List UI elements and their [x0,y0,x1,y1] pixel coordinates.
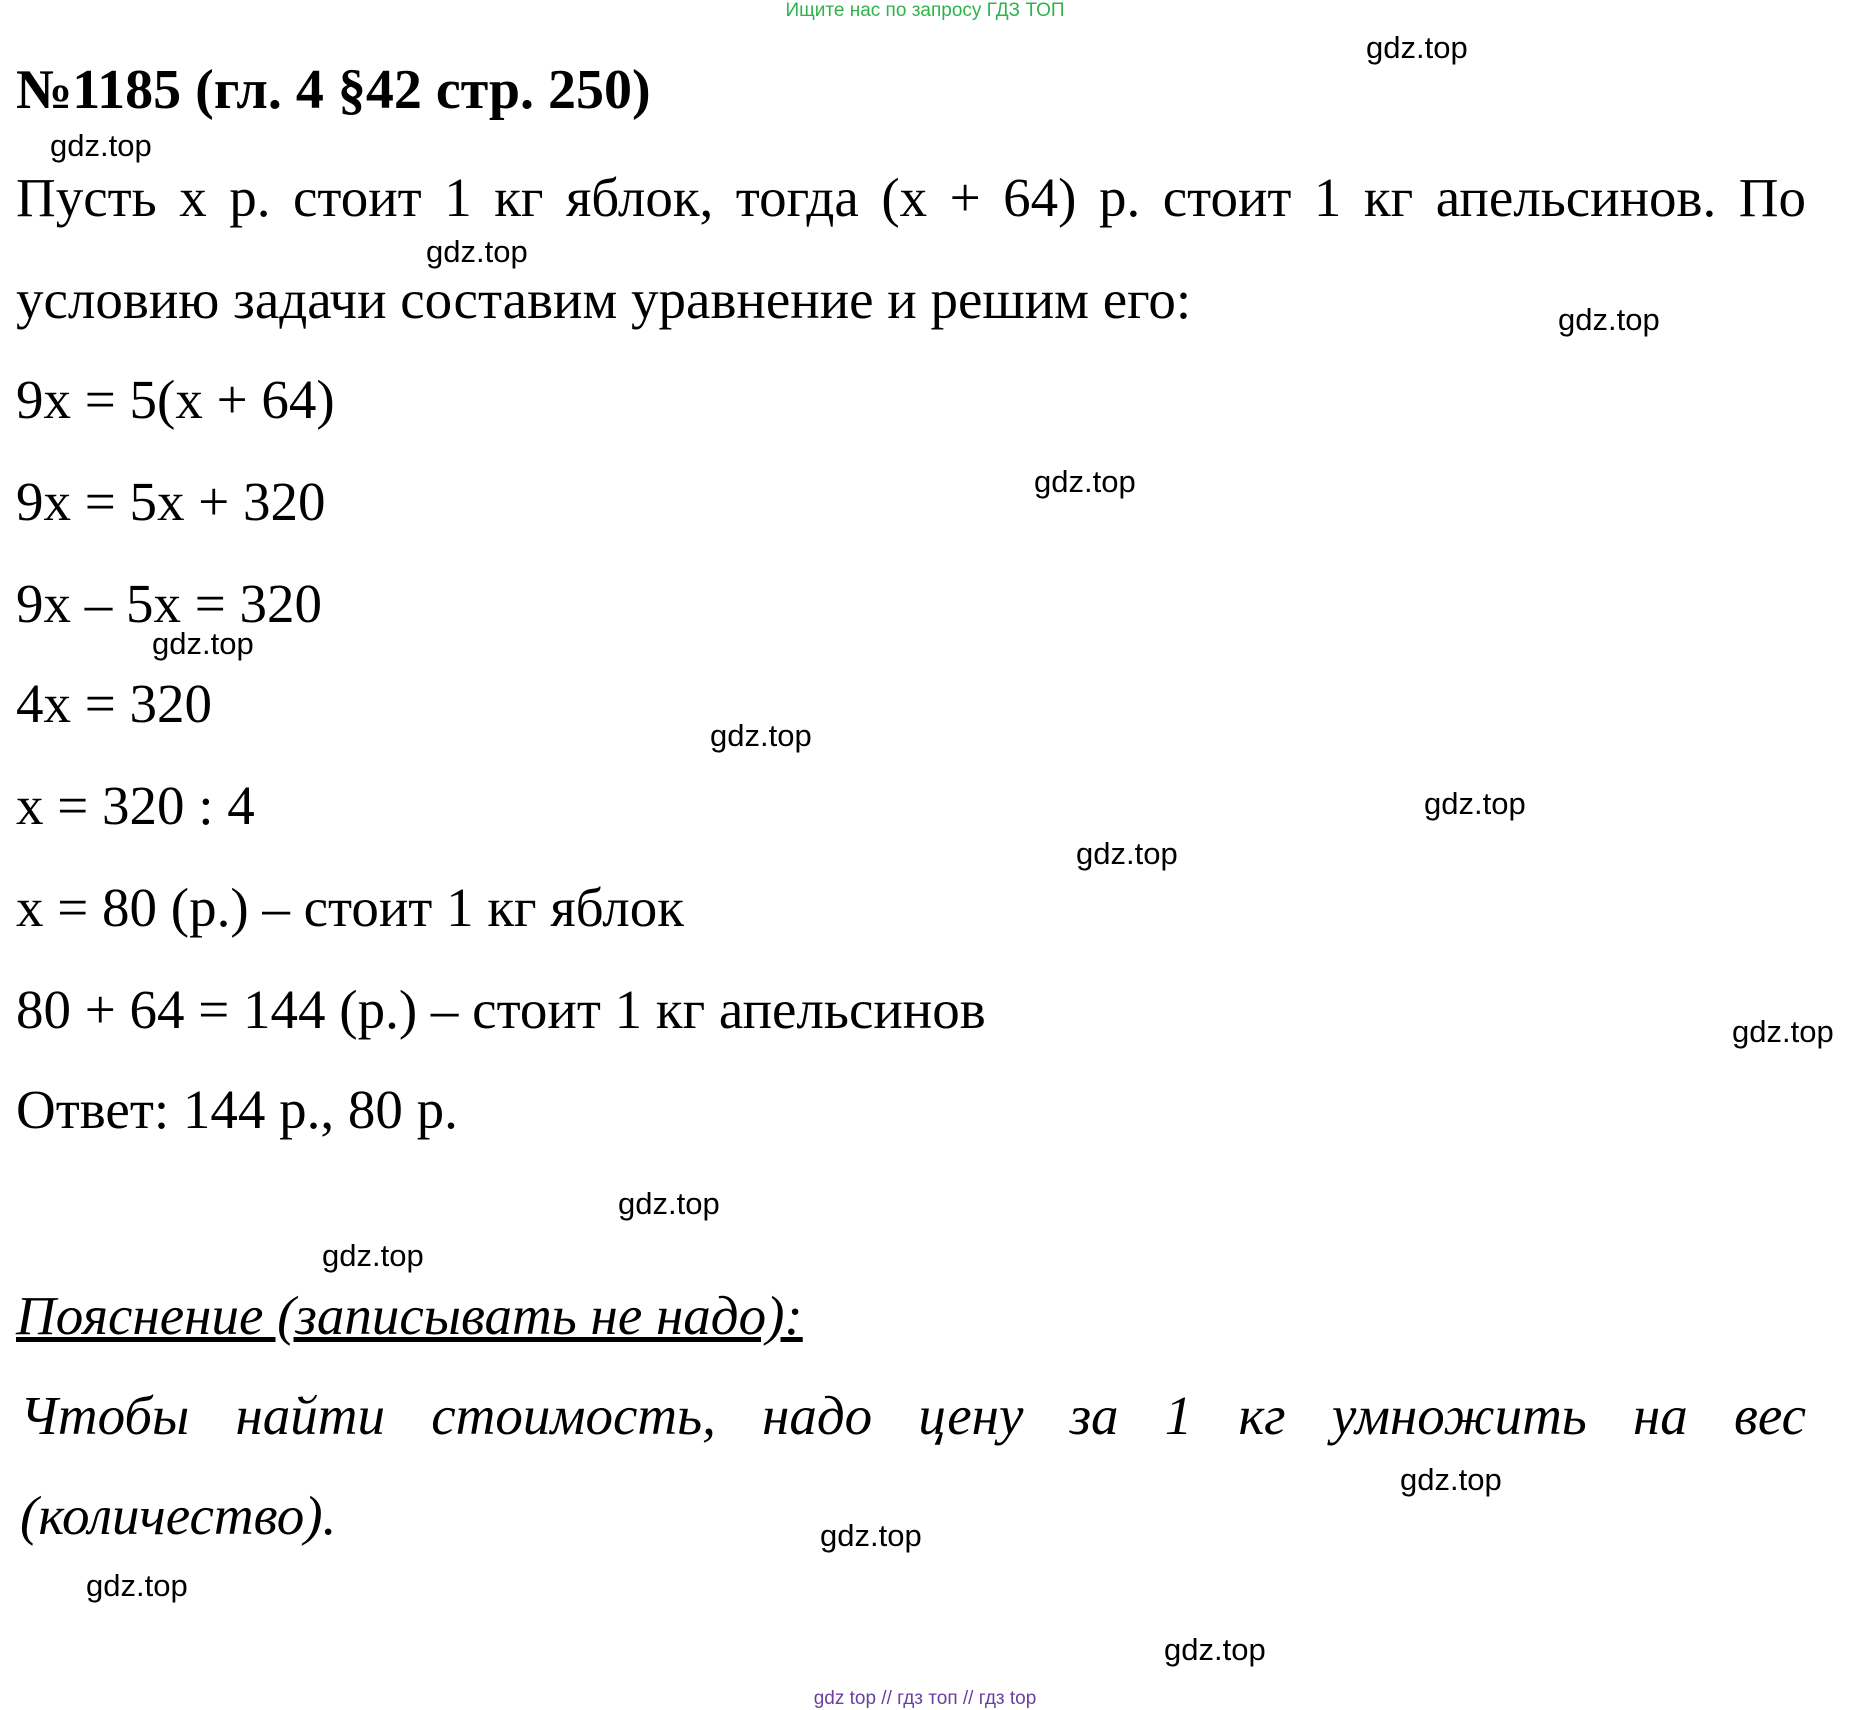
watermark: gdz.top [86,1568,188,1603]
answer-line: Ответ: 144 р., 80 р. [16,1079,458,1140]
watermark: gdz.top [426,234,528,269]
intro-line-1: Пусть x р. стоит 1 кг яблок, тогда (x + 64) р. стоит 1 кг апельсинов. По [16,167,1806,228]
watermark: gdz.top [820,1518,922,1553]
watermark: gdz.top [1424,786,1526,821]
equation-1: 9x = 5(x + 64) [16,369,335,430]
equation-3: 9x – 5x = 320 [16,573,323,634]
watermark: gdz.top [152,626,254,661]
watermark: gdz.top [1732,1014,1834,1049]
watermark: gdz.top [1366,30,1468,65]
equation-7: 80 + 64 = 144 (р.) – стоит 1 кг апельсинов [16,979,986,1040]
bottom-banner: gdz top // гдз топ // гдз top [813,1688,1037,1709]
equation-2: 9x = 5x + 320 [16,471,326,532]
equation-6: x = 80 (р.) – стоит 1 кг яблок [16,877,684,938]
explanation-line-2: (количество). [20,1485,337,1546]
watermark: gdz.top [1076,836,1178,871]
equation-4: 4x = 320 [16,673,213,734]
watermark: gdz.top [1400,1462,1502,1497]
explanation-line-1: Чтобы найти стоимость, надо цену за 1 кг умножить на вес [20,1385,1806,1446]
intro-line-2: условию задачи составим уравнение и решим его: [16,269,1192,330]
watermark: gdz.top [618,1186,720,1221]
page-title: №1185 (гл. 4 §42 стр. 250) [16,59,651,121]
watermark: gdz.top [710,718,812,753]
equation-5: x = 320 : 4 [16,775,255,836]
watermark: gdz.top [1164,1632,1266,1667]
explanation-heading: Пояснение (записывать не надо): [16,1285,803,1346]
watermark: gdz.top [322,1238,424,1273]
top-banner: Ищите нас по запросу ГДЗ ТОП [785,0,1065,21]
watermark: gdz.top [50,128,152,163]
watermark: gdz.top [1034,464,1136,499]
watermark: gdz.top [1558,302,1660,337]
